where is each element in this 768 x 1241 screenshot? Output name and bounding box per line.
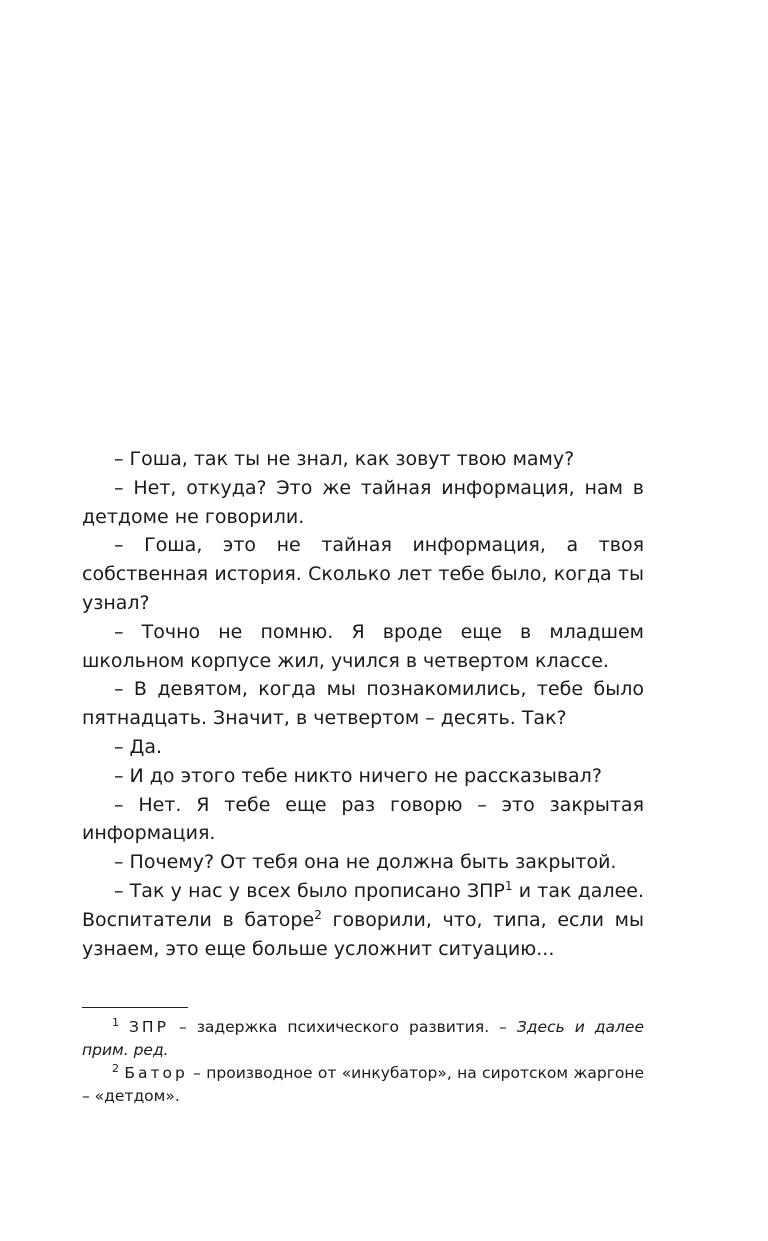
footnote-number: 1 (112, 1016, 119, 1029)
paragraph-text: – Так у нас у всех было прописано ЗПР (114, 879, 505, 902)
paragraph: – Нет, откуда? Это же тайная информация, нам в детдоме не говорили. (82, 476, 644, 528)
footnote-ref-2[interactable]: 2 (314, 907, 322, 922)
footnote-term: ЗПР (129, 1018, 169, 1036)
paragraph: – Да. (114, 735, 163, 758)
paragraph: – Точно не помню. Я вроде еще в младшем школьном корпусе жил, учился в четвертом классе. (82, 620, 644, 672)
paragraph: – И до этого тебе никто ничего не рассказывал? (114, 764, 602, 787)
footnote-term: Батор (124, 1064, 188, 1082)
paragraph: – Нет. Я тебе еще раз говорю – это закрытая информация. (82, 793, 644, 845)
paragraph-text: говорили, что, типа, если мы узнаем, это еще больше усложнит ситуацию... (82, 908, 644, 960)
paragraph: – Гоша, так ты не знал, как зовут твою маму? (114, 448, 575, 470)
footnote-1 (82, 1016, 644, 1062)
footnote-divider (82, 1007, 188, 1008)
paragraph-text: и так далее. Воспитатели в баторе (82, 879, 645, 931)
footnote-ref-1[interactable]: 1 (504, 878, 513, 893)
paragraph: – Гоша, это не тайная информация, а твоя собственная история. Сколько лет тебе было, когда ты узнал? (82, 534, 644, 614)
main-text (82, 445, 644, 963)
footnote-definition: – производное от «инкубатор», на сиротском жаргоне – «детдом». (82, 1064, 644, 1105)
paragraph: – В девятом, когда мы познакомились, тебе было пятнадцать. Значит, в четвертом – десять. Так? (82, 678, 644, 730)
paragraph-last (82, 877, 644, 963)
footnotes (82, 1016, 644, 1108)
footnote-number: 2 (112, 1062, 119, 1075)
editor-note: Здесь и далее прим. ред. (82, 1018, 644, 1059)
footnote-2 (82, 1062, 644, 1108)
paragraph: – Почему? От тебя она не должна быть закрытой. (114, 851, 617, 874)
footnote-definition: – задержка психического развития. – (168, 1018, 517, 1036)
